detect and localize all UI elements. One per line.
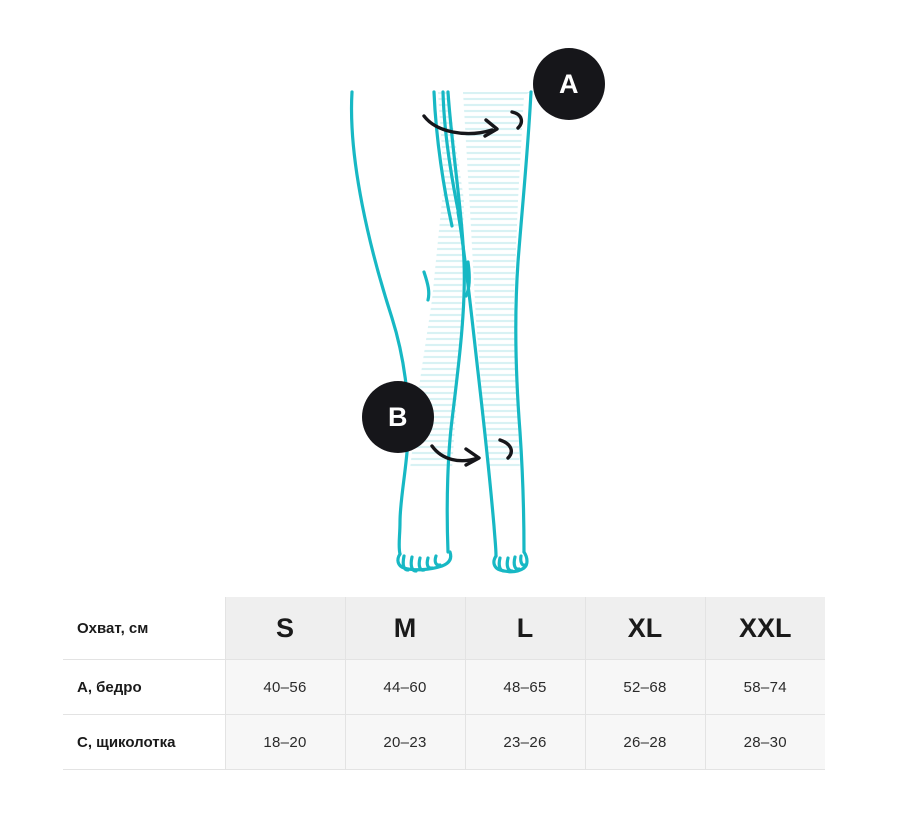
cell-ankle-m: 20–23 — [345, 715, 465, 770]
row-label-thigh: A, бедро — [63, 660, 225, 715]
marker-a-label: A — [559, 68, 579, 99]
row-label-ankle: C, щиколотка — [63, 715, 225, 770]
marker-a — [533, 48, 605, 120]
cell-thigh-xl: 52–68 — [585, 660, 705, 715]
size-table-body — [63, 660, 825, 770]
cell-ankle-xl: 26–28 — [585, 715, 705, 770]
size-header-m: M — [345, 597, 465, 660]
size-table-head — [63, 597, 825, 660]
cell-ankle-s: 18–20 — [225, 715, 345, 770]
size-header-s: S — [225, 597, 345, 660]
table-corner-label: Охват, см — [63, 597, 225, 660]
cell-thigh-s: 40–56 — [225, 660, 345, 715]
size-table — [63, 597, 825, 770]
size-header-l: L — [465, 597, 585, 660]
cell-thigh-l: 48–65 — [465, 660, 585, 715]
cell-ankle-xxl: 28–30 — [705, 715, 825, 770]
table-header-row — [63, 597, 825, 660]
marker-b-label: B — [388, 401, 408, 432]
size-table-wrapper — [63, 597, 825, 770]
cell-thigh-xxl: 58–74 — [705, 660, 825, 715]
cell-thigh-m: 44–60 — [345, 660, 465, 715]
cell-ankle-l: 23–26 — [465, 715, 585, 770]
table-row — [63, 660, 825, 715]
size-header-xxl: XXL — [705, 597, 825, 660]
marker-b — [362, 381, 434, 453]
size-header-xl: XL — [585, 597, 705, 660]
table-row — [63, 715, 825, 770]
